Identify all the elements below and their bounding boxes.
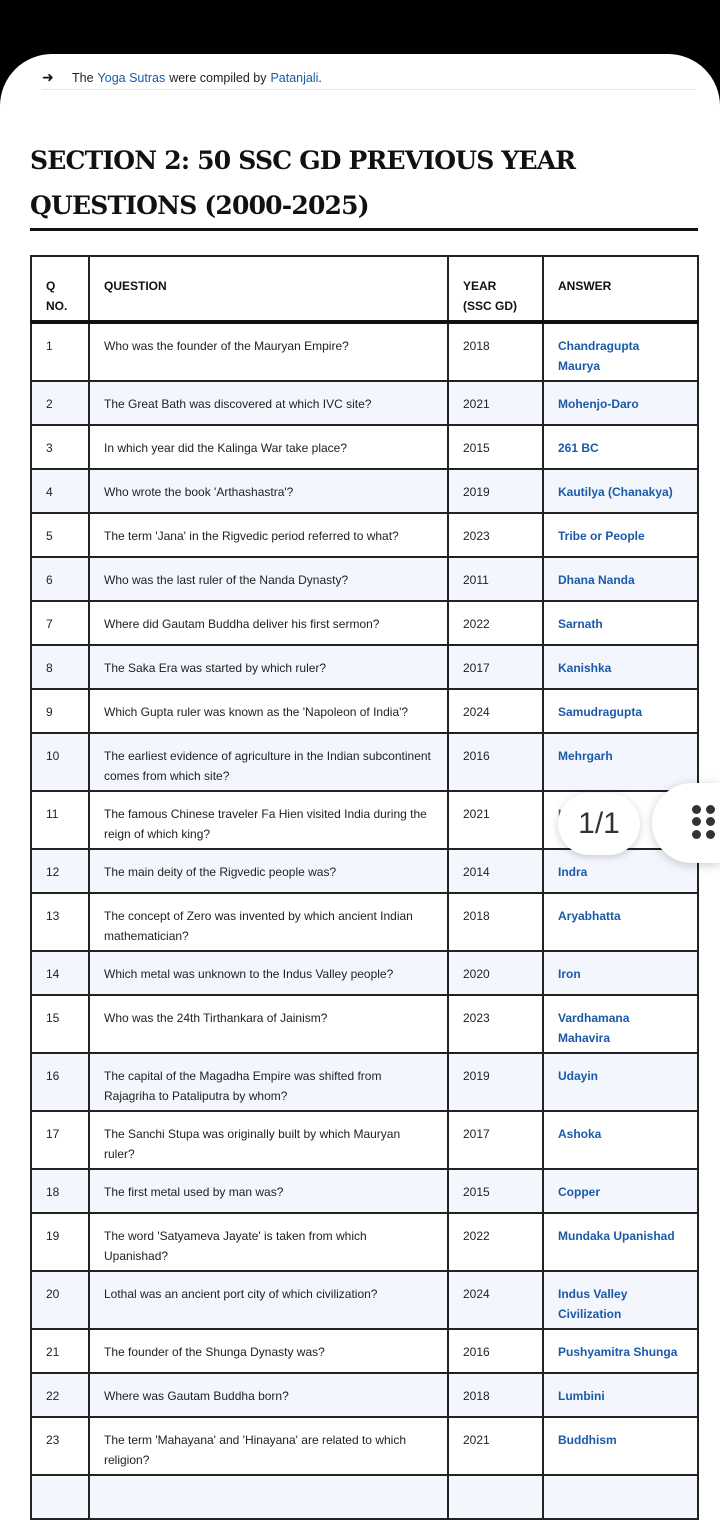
cell-question: The capital of the Magadha Empire was shifted from Rajagriha to Pataliputra by whom? — [89, 1053, 448, 1111]
cell-answer — [543, 1475, 698, 1519]
table-row — [31, 601, 698, 645]
note-prefix: The — [72, 70, 94, 85]
cell-answer: Mohenjo-Daro — [543, 381, 698, 425]
table-row — [31, 689, 698, 733]
table-header-row — [31, 256, 698, 322]
cell-year: 2019 — [448, 1053, 543, 1111]
cell-qno: 1 — [31, 322, 89, 381]
table-row — [31, 849, 698, 893]
cell-answer: Kanishka — [543, 645, 698, 689]
cell-year: 2024 — [448, 1271, 543, 1329]
table-row — [31, 1169, 698, 1213]
cell-year: 2018 — [448, 1373, 543, 1417]
cell-answer: Pushyamitra Shunga — [543, 1329, 698, 1373]
table-row — [31, 557, 698, 601]
cell-qno: 13 — [31, 893, 89, 951]
cell-question: The term 'Jana' in the Rigvedic period referred to what? — [89, 513, 448, 557]
table-row — [31, 1053, 698, 1111]
cell-question: Who was the founder of the Mauryan Empire? — [89, 322, 448, 381]
header-qno: Q NO. — [31, 256, 89, 322]
cell-answer: 261 BC — [543, 425, 698, 469]
fact-note — [42, 66, 696, 90]
cell-qno: 23 — [31, 1417, 89, 1475]
header-answer: ANSWER — [543, 256, 698, 322]
cell-question: The main deity of the Rigvedic people was? — [89, 849, 448, 893]
cell-question: Where was Gautam Buddha born? — [89, 1373, 448, 1417]
table-row — [31, 951, 698, 995]
cell-qno: 16 — [31, 1053, 89, 1111]
table-row — [31, 425, 698, 469]
cell-answer: Copper — [543, 1169, 698, 1213]
cell-qno: 5 — [31, 513, 89, 557]
cell-qno: 9 — [31, 689, 89, 733]
table-row — [31, 513, 698, 557]
note-middle: were compiled by — [169, 70, 267, 85]
cell-question: The Great Bath was discovered at which IVC site? — [89, 381, 448, 425]
cell-answer: Kautilya (Chanakya) — [543, 469, 698, 513]
cell-answer: Chandragupta Maurya — [543, 322, 698, 381]
table-row — [31, 381, 698, 425]
cell-answer: Sarnath — [543, 601, 698, 645]
cell-year: 2019 — [448, 469, 543, 513]
cell-qno: 7 — [31, 601, 89, 645]
table-row — [31, 995, 698, 1053]
note-suffix: . — [318, 70, 322, 85]
cell-question: The famous Chinese traveler Fa Hien visited India during the reign of which king? — [89, 791, 448, 849]
cell-question: Which metal was unknown to the Indus Valley people? — [89, 951, 448, 995]
cell-year: 2015 — [448, 425, 543, 469]
table-row — [31, 1329, 698, 1373]
cell-qno: 20 — [31, 1271, 89, 1329]
cell-year: 2017 — [448, 1111, 543, 1169]
cell-question: The concept of Zero was invented by which ancient Indian mathematician? — [89, 893, 448, 951]
cell-qno: 11 — [31, 791, 89, 849]
cell-qno: 6 — [31, 557, 89, 601]
cell-year: 2021 — [448, 791, 543, 849]
cell-year: 2023 — [448, 513, 543, 557]
table-row — [31, 1475, 698, 1519]
link-patanjali[interactable]: Patanjali — [270, 70, 319, 85]
page-indicator[interactable]: 1/1 — [558, 793, 640, 855]
cell-answer: Vardhamana Mahavira — [543, 995, 698, 1053]
cell-qno — [31, 1475, 89, 1519]
link-yoga-sutras[interactable]: Yoga Sutras — [97, 70, 166, 85]
dots-grid-icon — [692, 805, 716, 839]
cell-answer: Aryabhatta — [543, 893, 698, 951]
cell-year: 2015 — [448, 1169, 543, 1213]
cell-year: 2020 — [448, 951, 543, 995]
cell-question — [89, 1475, 448, 1519]
cell-qno: 22 — [31, 1373, 89, 1417]
cell-year: 2014 — [448, 849, 543, 893]
table-row — [31, 645, 698, 689]
cell-answer: Udayin — [543, 1053, 698, 1111]
table-row — [31, 322, 698, 381]
cell-answer: Samudragupta — [543, 689, 698, 733]
cell-qno: 2 — [31, 381, 89, 425]
cell-question: The word 'Satyameva Jayate' is taken from which Upanishad? — [89, 1213, 448, 1271]
cell-year: 2018 — [448, 893, 543, 951]
cell-question: The term 'Mahayana' and 'Hinayana' are related to which religion? — [89, 1417, 448, 1475]
table-row — [31, 893, 698, 951]
cell-year: 2016 — [448, 1329, 543, 1373]
cell-question: Which Gupta ruler was known as the 'Napoleon of India'? — [89, 689, 448, 733]
cell-question: Lothal was an ancient port city of which civilization? — [89, 1271, 448, 1329]
cell-qno: 17 — [31, 1111, 89, 1169]
cell-year: 2023 — [448, 995, 543, 1053]
cell-question: The Sanchi Stupa was originally built by which Mauryan ruler? — [89, 1111, 448, 1169]
table-row — [31, 1373, 698, 1417]
cell-year: 2018 — [448, 322, 543, 381]
cell-question: The founder of the Shunga Dynasty was? — [89, 1329, 448, 1373]
cell-question: The earliest evidence of agriculture in the Indian subcontinent comes from which site? — [89, 733, 448, 791]
cell-answer: Iron — [543, 951, 698, 995]
cell-answer: Mundaka Upanishad — [543, 1213, 698, 1271]
cell-year: 2016 — [448, 733, 543, 791]
cell-qno: 12 — [31, 849, 89, 893]
cell-answer: Ashoka — [543, 1111, 698, 1169]
cell-year: 2024 — [448, 689, 543, 733]
cell-answer: Mehrgarh — [543, 733, 698, 791]
cell-question: Who was the 24th Tirthankara of Jainism? — [89, 995, 448, 1053]
table-body — [31, 322, 698, 1519]
pyq-table — [30, 255, 699, 1520]
cell-qno: 19 — [31, 1213, 89, 1271]
section-title: SECTION 2: 50 SSC GD PREVIOUS YEAR QUESTIONS (2000-2025) — [30, 138, 698, 231]
cell-question: In which year did the Kalinga War take place? — [89, 425, 448, 469]
cell-year — [448, 1475, 543, 1519]
arrow-right-icon: ➜ — [42, 69, 54, 85]
cell-question: The first metal used by man was? — [89, 1169, 448, 1213]
cell-qno: 8 — [31, 645, 89, 689]
table-row — [31, 1417, 698, 1475]
header-question: QUESTION — [89, 256, 448, 322]
table-row — [31, 1111, 698, 1169]
cell-qno: 14 — [31, 951, 89, 995]
cell-question: The Saka Era was started by which ruler? — [89, 645, 448, 689]
cell-question: Who was the last ruler of the Nanda Dynasty? — [89, 557, 448, 601]
cell-year: 2017 — [448, 645, 543, 689]
cell-year: 2011 — [448, 557, 543, 601]
cell-year: 2022 — [448, 1213, 543, 1271]
cell-answer: Indus Valley Civilization — [543, 1271, 698, 1329]
cell-year: 2021 — [448, 381, 543, 425]
cell-qno: 21 — [31, 1329, 89, 1373]
cell-qno: 3 — [31, 425, 89, 469]
cell-year: 2021 — [448, 1417, 543, 1475]
cell-qno: 4 — [31, 469, 89, 513]
cell-answer: Lumbini — [543, 1373, 698, 1417]
cell-qno: 18 — [31, 1169, 89, 1213]
cell-answer: Buddhism — [543, 1417, 698, 1475]
table-row — [31, 733, 698, 791]
cell-question: Who wrote the book 'Arthashastra'? — [89, 469, 448, 513]
header-year: YEAR (SSC GD) — [448, 256, 543, 322]
table-row — [31, 1271, 698, 1329]
cell-answer: Indra — [543, 849, 698, 893]
cell-question: Where did Gautam Buddha deliver his first sermon? — [89, 601, 448, 645]
cell-qno: 10 — [31, 733, 89, 791]
cell-qno: 15 — [31, 995, 89, 1053]
table-row — [31, 469, 698, 513]
cell-year: 2022 — [448, 601, 543, 645]
cell-answer: Tribe or People — [543, 513, 698, 557]
cell-answer: Dhana Nanda — [543, 557, 698, 601]
table-row — [31, 1213, 698, 1271]
